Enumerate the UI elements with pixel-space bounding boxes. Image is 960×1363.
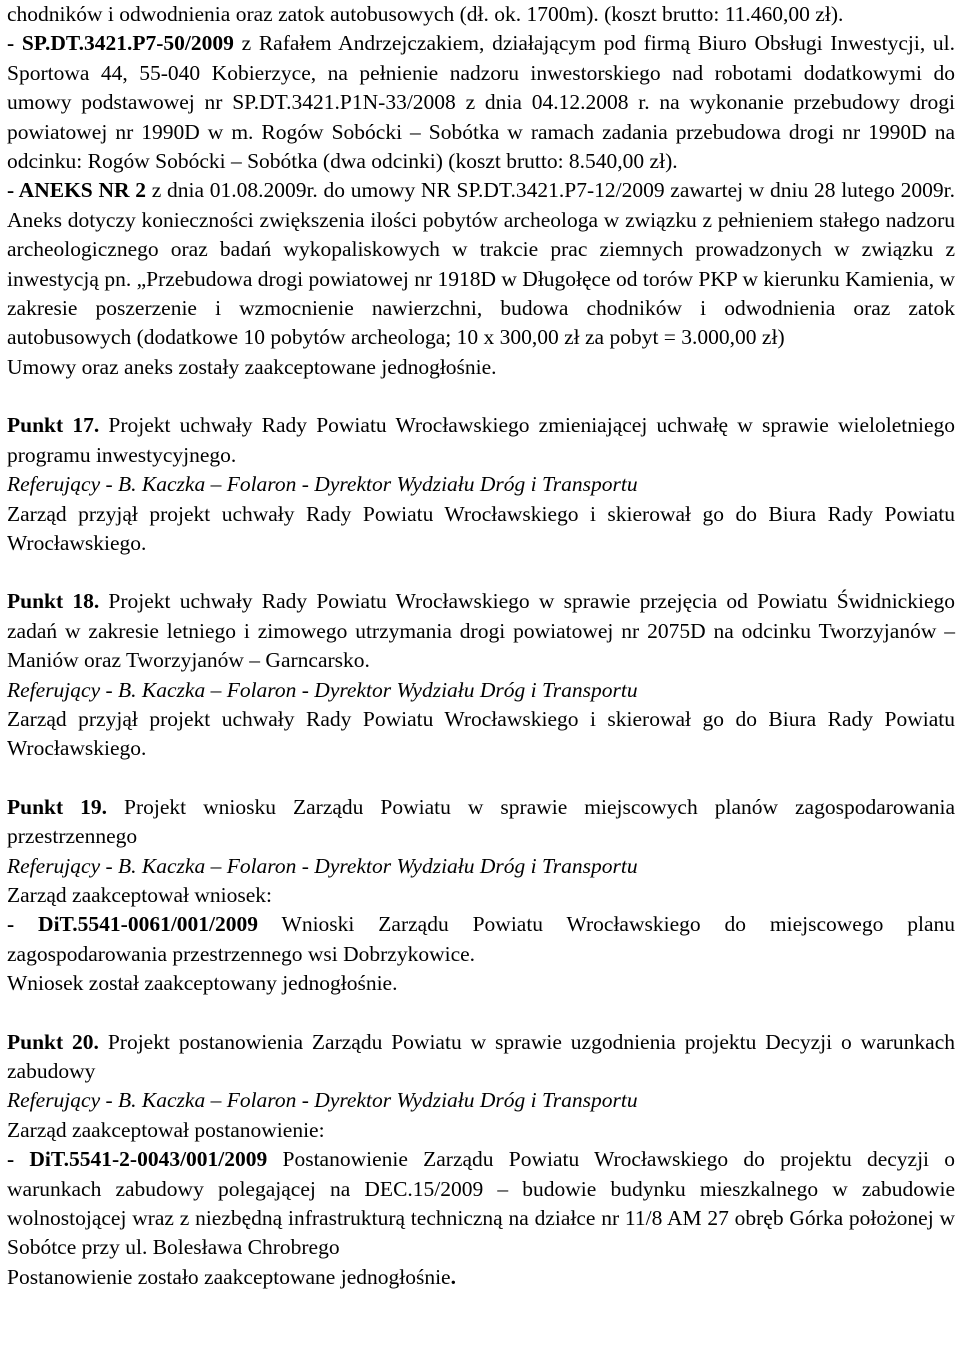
- item-19-label: Punkt 19.: [7, 794, 108, 819]
- contract-1-id: - SP.DT.3421.P7-50/2009: [7, 31, 234, 56]
- item-20-text: Projekt postanowienia Zarządu Powiatu w sprawie uzgodnienia projektu Decyzji o warunkach zabudowy: [7, 1029, 955, 1083]
- item-19-document: [7, 910, 955, 969]
- agenda-item-19: [7, 793, 955, 999]
- item-20-result-text: Postanowienie zostało zaakceptowane jednogłośnie: [7, 1264, 451, 1289]
- item-17-label: Punkt 17.: [7, 413, 100, 438]
- annex-2-text-a: z dnia 01.08.2009r. do umowy NR SP.DT.3421.P7-12/2009 zawartej w dniu 28 lutego 2009r.: [146, 178, 955, 203]
- item-19-title: [7, 793, 955, 852]
- item-20-document: [7, 1145, 955, 1263]
- item-20-decision: Zarząd zaakceptował postanowienie:: [7, 1117, 325, 1142]
- spacer: [7, 558, 955, 587]
- item-18-title: [7, 587, 955, 675]
- intro-line-1: chodników i odwodnienia oraz zatok autobusowych (dł. ok. 1700m). (koszt brutto: 11.460,00 zł).: [7, 2, 844, 26]
- spacer: [7, 382, 955, 411]
- annex-2: [7, 176, 955, 352]
- item-20-result-end: .: [450, 1264, 456, 1289]
- item-19-reporter: Referujący - B. Kaczka – Folaron - Dyrektor Wydziału Dróg i Transportu: [7, 853, 638, 878]
- intro-accepted: Umowy oraz aneks zostały zaakceptowane jednogłośnie.: [7, 354, 497, 379]
- item-20-label: Punkt 20.: [7, 1029, 99, 1054]
- item-18-text: Projekt uchwały Rady Powiatu Wrocławskiego w sprawie przejęcia od Powiatu Świdnickiego zadań w zakresie letniego i zimowego utrzymania drogi powiatowej nr 2075D na odcinku Tworzyjanów – Maniów oraz Tworzyjanów – Garncarsko.: [7, 589, 955, 673]
- item-18-decision: Zarząd przyjął projekt uchwały Rady Powiatu Wrocławskiego i skierował go do Biura Rady Powiatu Wrocławskiego.: [7, 706, 955, 761]
- intro-section: [7, 0, 955, 382]
- item-17-title: [7, 411, 955, 470]
- agenda-item-18: [7, 587, 955, 763]
- item-18-reporter: Referujący - B. Kaczka – Folaron - Dyrektor Wydziału Dróg i Transportu: [7, 677, 638, 702]
- item-19-doc-id: - DiT.5541-0061/001/2009: [7, 912, 259, 937]
- item-20-title: [7, 1028, 955, 1087]
- spacer: [7, 999, 955, 1028]
- item-19-text: Projekt wniosku Zarządu Powiatu w sprawie miejscowych planów zagospodarowania przestrzennego: [7, 794, 955, 849]
- item-17-text: Projekt uchwały Rady Powiatu Wrocławskiego zmieniającej uchwałę w sprawie wieloletniego programu inwestycyjnego.: [7, 413, 955, 467]
- item-20-reporter: Referujący - B. Kaczka – Folaron - Dyrektor Wydziału Dróg i Transportu: [7, 1088, 638, 1113]
- contract-1: [7, 29, 955, 176]
- item-20-doc-text: Postanowienie Zarządu Powiatu Wrocławskiego do projektu decyzji o warunkach zabudowy polegającej na DEC.15/2009 – budowie budynku mieszkalnego w zabudowie wolnostojącej wraz z niezbędną infrastrukturą techniczną na działce nr 11/8 AM 27 obręb Górka położonej w Sobótce przy ul. Bolesława Chrobrego: [7, 1147, 955, 1260]
- contract-1-text: z Rafałem Andrzejczakiem, działającym pod firmą Biuro Obsługi Inwestycji, ul. Sportowa 44, 55-040 Kobierzyce, na pełnienie nadzoru inwestorskiego nad robotami dodatkowymi do umowy podstawowej nr SP.DT.3421.P1N-33/2008 z dnia 04.12.2008 r. na wykonanie przebudowy drogi powiatowej nr 1990D w m. Rogów Sobócki – Sobótka w ramach zadania przebudowa drogi nr 1990D na odcinku: Rogów Sobócki – Sobótka (dwa odcinki) (koszt brutto: 8.540,00 zł).: [7, 31, 955, 174]
- item-17-reporter: Referujący - B. Kaczka – Folaron - Dyrektor Wydziału Dróg i Transportu: [7, 472, 638, 497]
- item-19-result: Wniosek został zaakceptowany jednogłośnie.: [7, 971, 398, 996]
- item-19-doc-text: Wnioski Zarządu Powiatu Wrocławskiego do miejscowego planu zagospodarowania przestrzennego wsi Dobrzykowice.: [7, 912, 955, 966]
- agenda-item-20: [7, 1028, 955, 1293]
- item-20-result: [7, 1263, 955, 1292]
- document-page: [7, 0, 955, 1292]
- item-17-decision: Zarząd przyjął projekt uchwały Rady Powiatu Wrocławskiego i skierował go do Biura Rady Powiatu Wrocławskiego.: [7, 501, 955, 555]
- item-18-label: Punkt 18.: [7, 589, 100, 614]
- annex-2-id: - ANEKS NR 2: [7, 178, 146, 203]
- spacer: [7, 764, 955, 793]
- agenda-item-17: [7, 411, 955, 558]
- item-20-doc-id: - DiT.5541-2-0043/001/2009: [7, 1147, 268, 1172]
- item-19-decision: Zarząd zaakceptował wniosek:: [7, 882, 273, 907]
- annex-2-text-b: Aneks dotyczy konieczności zwiększenia ilości pobytów archeologa w związku z pełnieniem stałego nadzoru archeologicznego oraz badań wykopaliskowych w trakcie prac ziemnych prowadzonych w związku z inwestycją pn. „Przebudowa drogi powiatowej nr 1918D w Długołęce od torów PKP w kierunku Kamienia, w zakresie poszerzenie i wzmocnienie nawierzchni, budowa chodników i odwodnienia oraz zatok autobusowych (dodatkowe 10 pobytów archeologa; 10 x 300,00 zł za pobyt = 3.000,00 zł): [7, 207, 955, 350]
